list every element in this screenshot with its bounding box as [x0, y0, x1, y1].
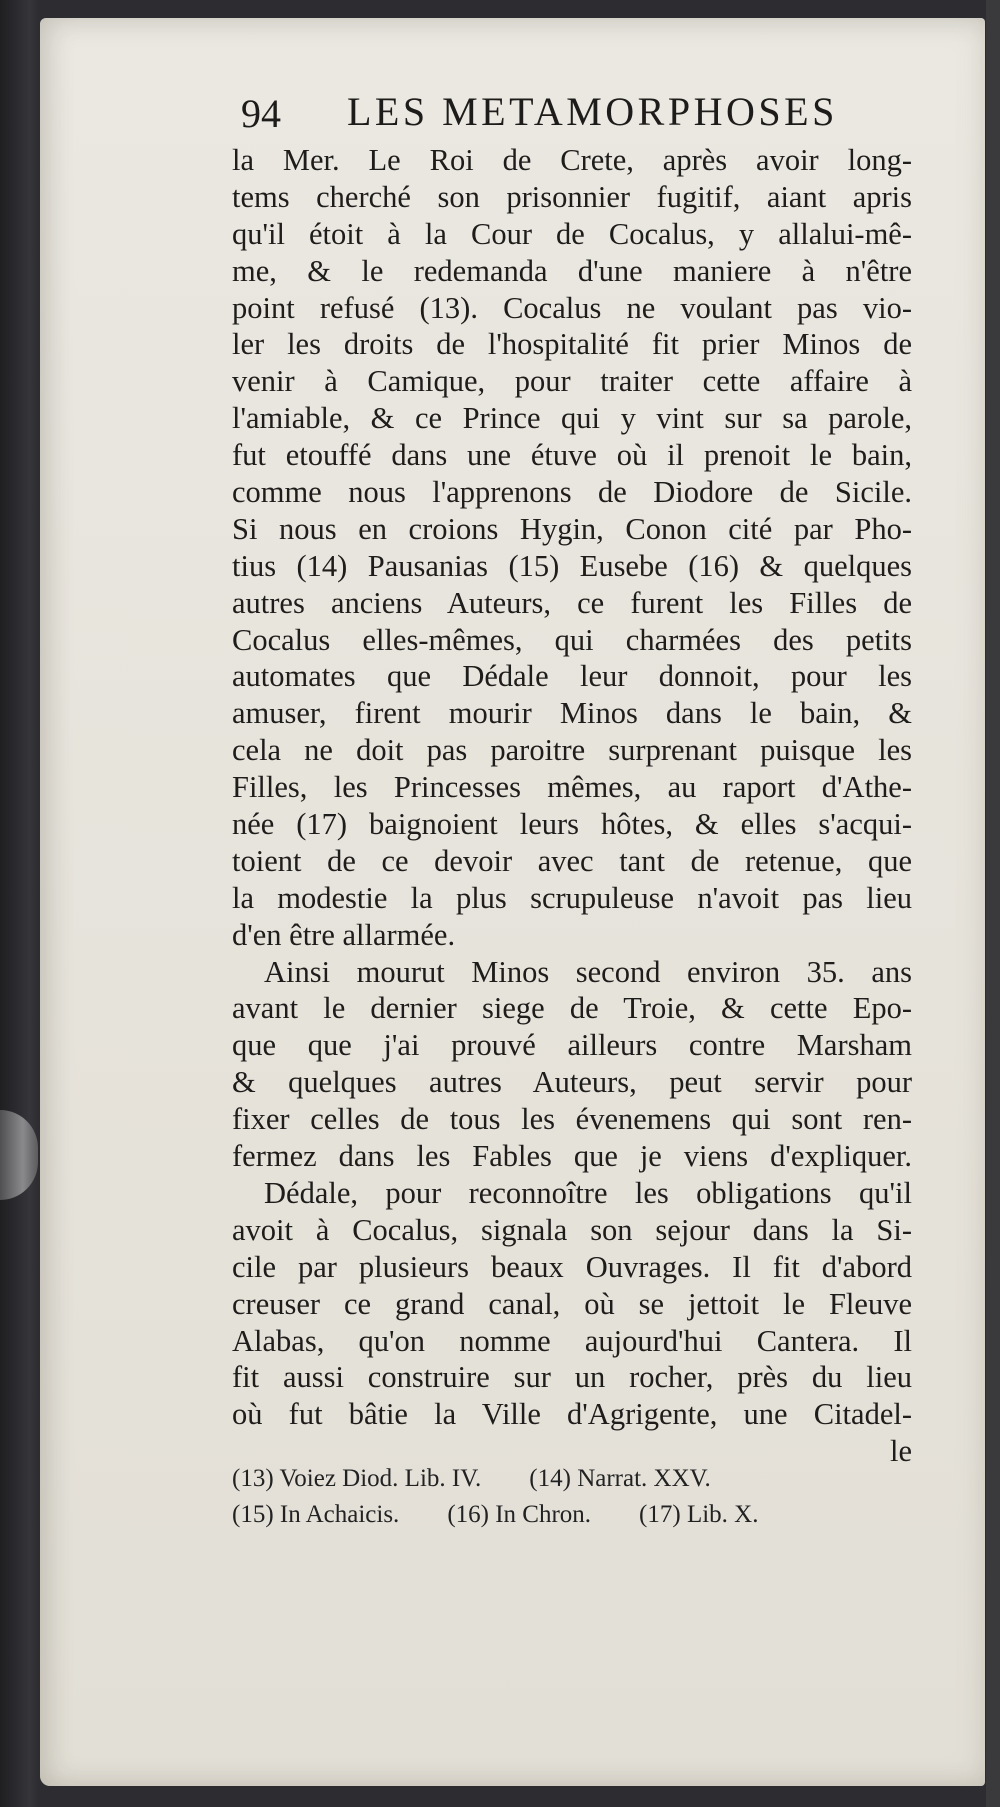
page-number: 94: [241, 91, 281, 136]
text-line: avant le dernier siege de Troie, & cette Epo-: [232, 991, 912, 1026]
text-line: que que j'ai prouvé ailleurs contre Marsham: [232, 1028, 912, 1063]
text-line: cile par plusieurs beaux Ouvrages. Il fit d'abord: [232, 1249, 912, 1284]
text-line: comme nous l'apprenons de Diodore de Sicile.: [232, 475, 912, 510]
text-line: autres anciens Auteurs, ce furent les Filles de: [232, 585, 912, 620]
footnotes: [232, 1461, 892, 1533]
footnote-16: (16) In Chron.: [447, 1501, 592, 1528]
text-line: Si nous en croions Hygin, Conon cité par Pho-: [232, 511, 912, 546]
text-line: avoit à Cocalus, signala son sejour dans la Si-: [232, 1212, 912, 1247]
page-header: [241, 88, 901, 142]
text-line: fit aussi construire sur un rocher, près du lieu: [232, 1360, 912, 1395]
text-line: Dédale, pour reconnoître les obligations qu'il: [264, 1175, 912, 1210]
text-line: tems cherché son prisonnier fugitif, aiant apris: [232, 179, 912, 214]
text-line: ler les droits de l'hospitalité fit prier Minos de: [232, 327, 912, 362]
text-line: cela ne doit pas paroitre surprenant puisque les: [232, 733, 912, 768]
footnote-14: (14) Narrat. XXV.: [529, 1465, 711, 1492]
text-line: qu'il étoit à la Cour de Cocalus, y allalui-mê-: [232, 216, 912, 251]
text-line: Cocalus elles-mêmes, qui charmées des petits: [232, 622, 912, 657]
text-line: automates que Dédale leur donnoit, pour les: [232, 659, 912, 694]
footnote-row: [232, 1461, 892, 1497]
text-line: creuser ce grand canal, où se jettoit le Fleuve: [232, 1286, 912, 1321]
text-line: la Mer. Le Roi de Crete, après avoir long-: [232, 143, 912, 177]
running-head: LES METAMORPHOSES: [347, 89, 838, 134]
text-line: fixer celles de tous les évenemens qui sont ren-: [232, 1102, 912, 1137]
text-line: où fut bâtie la Ville d'Agrigente, une Citadel-: [232, 1397, 912, 1432]
footnote-15: (15) In Achaicis.: [232, 1501, 400, 1528]
text-line: fut etouffé dans une étuve où il prenoit le bain,: [232, 438, 912, 473]
text-line: née (17) baignoient leurs hôtes, & elles s'acqui-: [232, 807, 912, 842]
text-line: d'en être allarmée.: [232, 917, 456, 952]
text-line: l'amiable, & ce Prince qui y vint sur sa parole,: [232, 401, 912, 436]
text-line: Ainsi mourut Minos second environ 35. ans: [264, 954, 912, 989]
text-line: me, & le redemanda d'une maniere à n'être: [232, 253, 912, 288]
text-line: venir à Camique, pour traiter cette affaire à: [232, 364, 912, 399]
footnote-17: (17) Lib. X.: [639, 1501, 759, 1528]
body-text: [232, 142, 912, 1470]
footnote-row: [232, 1497, 892, 1533]
text-line: la modestie la plus scrupuleuse n'avoit pas lieu: [232, 880, 912, 915]
text-line: Filles, les Princesses mêmes, au raport d'Athe-: [232, 770, 912, 805]
page-clip: [0, 1110, 38, 1200]
text-line: tius (14) Pausanias (15) Eusebe (16) & quelques: [232, 548, 912, 583]
text-line: & quelques autres Auteurs, peut servir pour: [232, 1065, 912, 1100]
adjacent-page-edge: [986, 0, 1000, 1807]
text-line: amuser, firent mourir Minos dans le bain, &: [232, 696, 912, 731]
text-line: fermez dans les Fables que je viens d'expliquer.: [232, 1139, 912, 1174]
footnote-13: (13) Voiez Diod. Lib. IV.: [232, 1465, 482, 1492]
text-line: point refusé (13). Cocalus ne voulant pas vio-: [232, 290, 912, 325]
text-line: toient de ce devoir avec tant de retenue, que: [232, 843, 912, 878]
text-line: Alabas, qu'on nomme aujourd'hui Cantera. Il: [232, 1323, 912, 1358]
catchword: le: [889, 1434, 912, 1469]
